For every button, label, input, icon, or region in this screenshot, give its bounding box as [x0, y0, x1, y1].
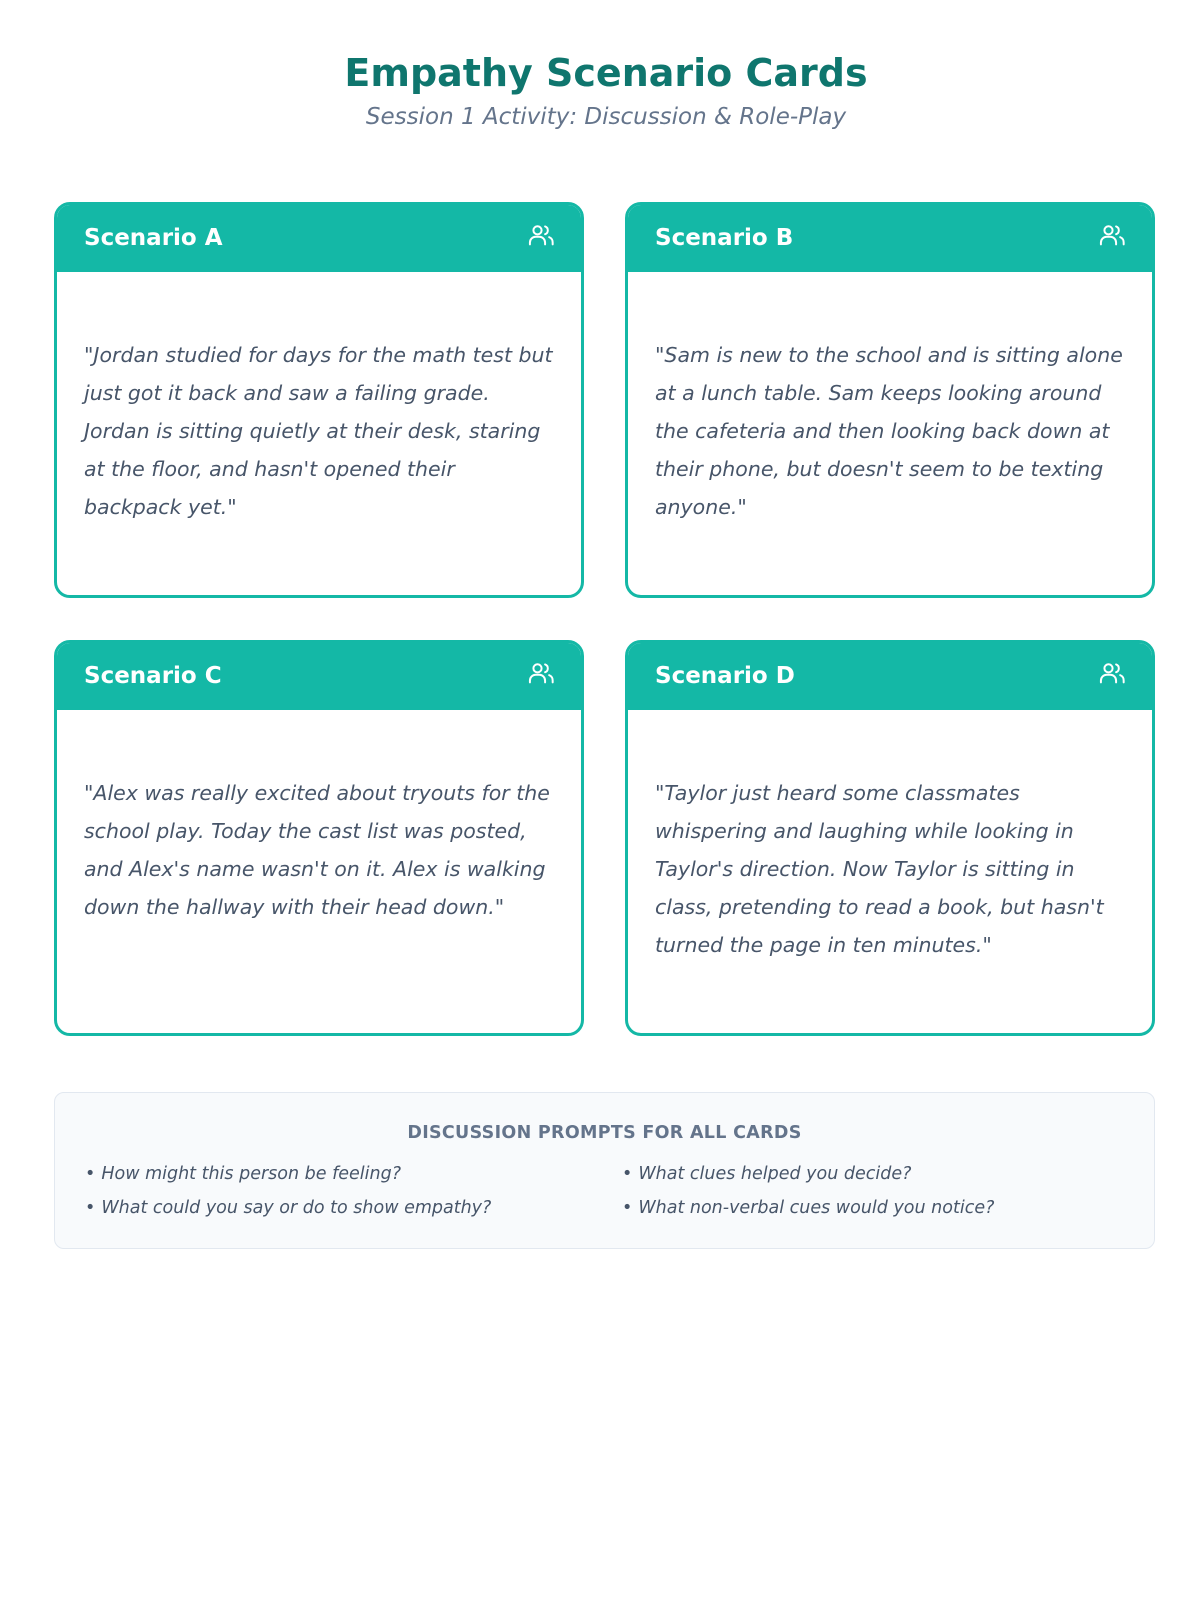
prompt-text: What clues helped you decide? — [638, 1164, 912, 1184]
card-header — [628, 643, 1152, 710]
scenario-text: "Alex was really excited about tryouts for the school play. Today the cast list was posted, and Alex's name wasn't on it. Alex is walking down the hallway with their head down." — [84, 781, 550, 919]
card-body — [57, 710, 581, 926]
users-icon — [1098, 659, 1126, 687]
users-icon — [527, 221, 555, 249]
prompt-text: What non-verbal cues would you notice? — [638, 1198, 995, 1218]
scenario-text: "Jordan studied for days for the math test but just got it back and saw a failing grade. Jordan is sitting quietly at their desk, staring at the floor, and hasn't opened their backpack yet." — [84, 343, 553, 519]
prompt-text: How might this person be feeling? — [101, 1164, 401, 1184]
bullet-icon: • — [622, 1198, 633, 1218]
scenario-card-b — [625, 202, 1155, 598]
card-title: Scenario A — [84, 225, 223, 251]
scenario-card-d — [625, 640, 1155, 1036]
page-header — [0, 52, 1200, 131]
card-title: Scenario B — [655, 225, 794, 251]
discussion-prompts-heading: DISCUSSION PROMPTS FOR ALL CARDS — [407, 1123, 802, 1143]
users-icon — [1098, 221, 1126, 249]
card-header — [57, 643, 581, 710]
scenario-text: "Taylor just heard some classmates whispering and laughing while looking in Taylor's direction. Now Taylor is sitting in class, pretending to read a book, but hasn't turned the page in ten minutes." — [655, 781, 1104, 957]
bullet-icon: • — [85, 1198, 96, 1218]
card-title: Scenario C — [84, 663, 222, 689]
users-icon — [527, 659, 555, 687]
card-body — [628, 710, 1152, 964]
card-body — [57, 272, 581, 526]
scenario-text: "Sam is new to the school and is sitting alone at a lunch table. Sam keeps looking around the cafeteria and then looking back down at their phone, but doesn't seem to be texting anyone." — [655, 343, 1123, 519]
page-subtitle: Session 1 Activity: Discussion & Role-Play — [365, 103, 847, 130]
page-title: Empathy Scenario Cards — [344, 51, 868, 95]
card-title: Scenario D — [655, 663, 795, 689]
list-item — [85, 1197, 622, 1219]
card-body — [628, 272, 1152, 526]
card-header — [57, 205, 581, 272]
scenario-card-grid — [54, 202, 1155, 1036]
scenario-card-a — [54, 202, 584, 598]
scenario-card-c — [54, 640, 584, 1036]
card-header — [628, 205, 1152, 272]
list-item — [622, 1163, 1142, 1185]
prompt-text: What could you say or do to show empathy? — [101, 1198, 492, 1218]
bullet-icon: • — [85, 1164, 96, 1184]
discussion-prompts-list — [85, 1163, 1145, 1219]
list-item — [85, 1163, 622, 1185]
bullet-icon: • — [622, 1164, 633, 1184]
discussion-prompts-panel — [54, 1092, 1155, 1249]
list-item — [622, 1197, 1142, 1219]
